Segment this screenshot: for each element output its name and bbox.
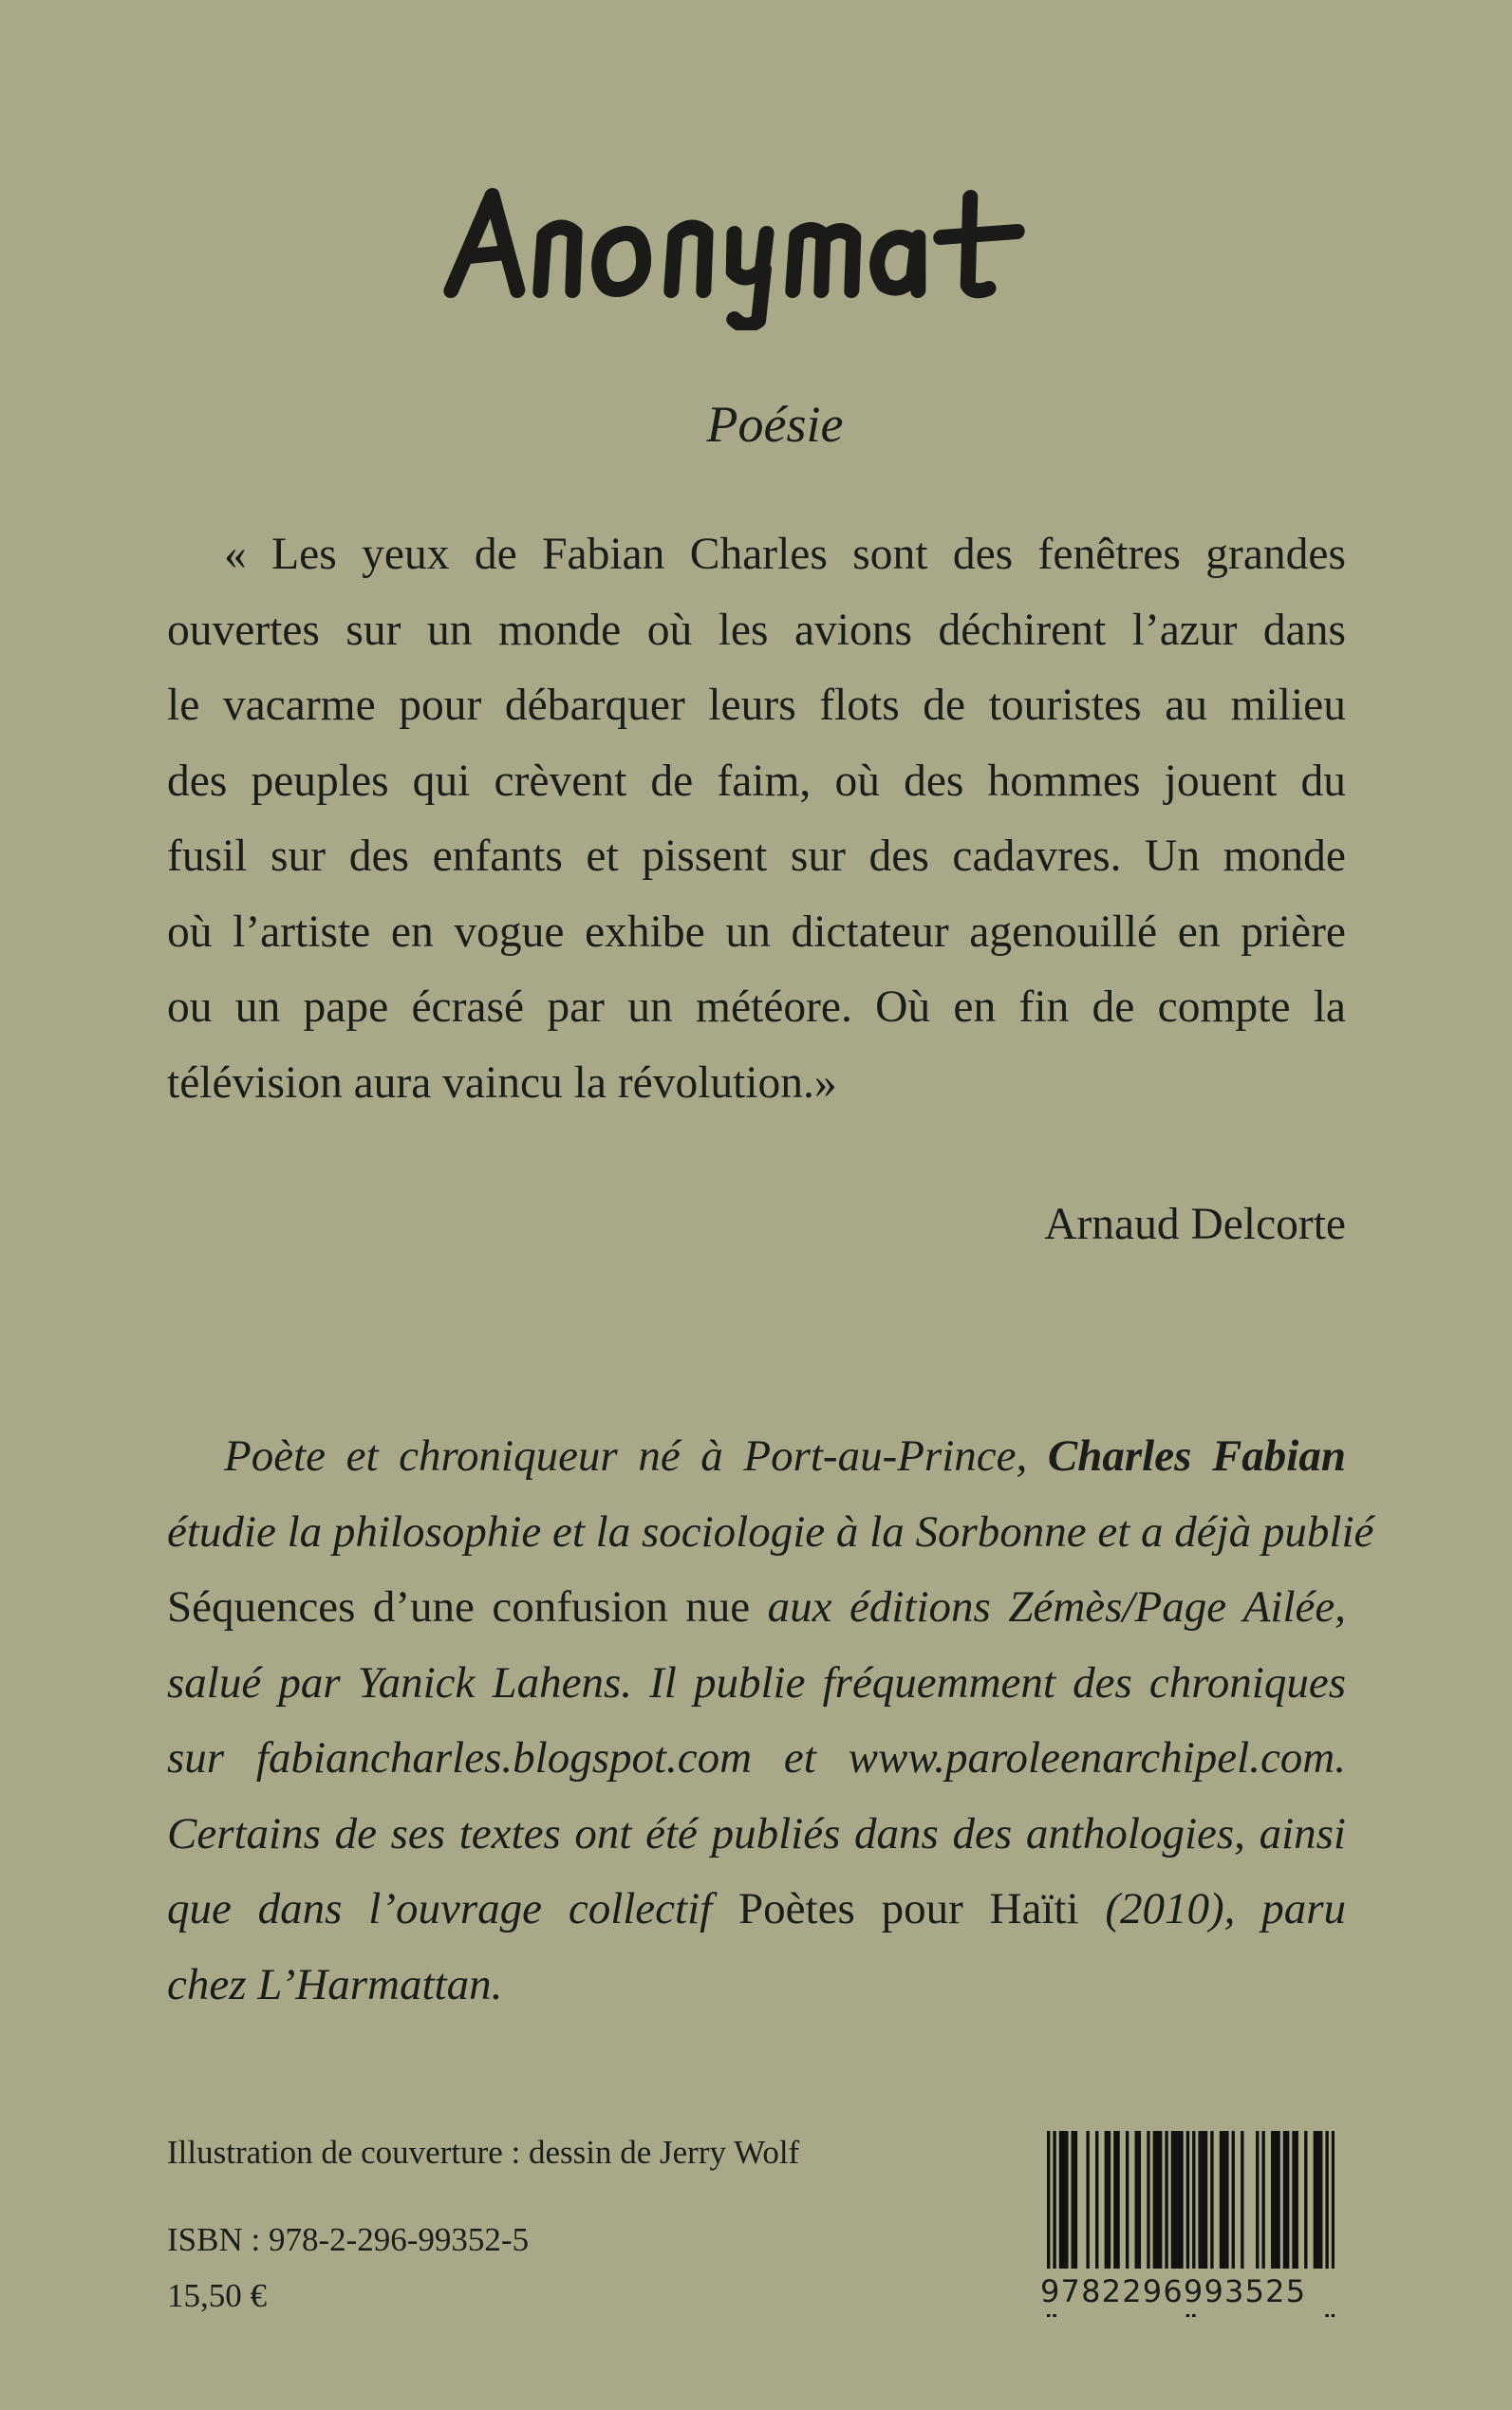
quote-line: où l’artiste en vogue exhibe un dictateur agenouillé en prière xyxy=(167,906,1346,957)
barcode-bar xyxy=(1074,2131,1077,2273)
barcode-bar xyxy=(1304,2131,1307,2273)
bio-text: (2010), paru xyxy=(1105,1884,1347,1934)
handwritten-title-logo xyxy=(440,178,1077,330)
barcode-bar xyxy=(1065,2131,1068,2273)
bio-text: Poète et chroniqueur né à Port-au-Prince, xyxy=(224,1431,1028,1481)
barcode-bar xyxy=(1059,2131,1062,2273)
quote-line: « Les yeux de Fabian Charles sont des fenêtres grandes xyxy=(224,530,1346,579)
book-reference: Poètes pour Haïti xyxy=(738,1884,1079,1934)
bio-line: salué par Yanick Lahens. Il publie fréquemment des chroniques xyxy=(167,1657,1346,1708)
quote-line: fusil sur des enfants et pissent sur des cadavres. Un monde xyxy=(167,831,1346,881)
isbn: ISBN : 978-2-296-99352-5 xyxy=(167,2221,530,2258)
barcode-bar xyxy=(1283,2131,1286,2273)
bio-line xyxy=(167,1419,1346,1495)
barcode-bar xyxy=(1153,2131,1156,2273)
barcode-bar xyxy=(1108,2131,1111,2273)
quote-author: Arnaud Delcorte xyxy=(1044,1200,1346,1249)
quote-line: ou un pape écrasé par un météore. Où en fin de compte la xyxy=(167,982,1346,1032)
barcode-bar xyxy=(1261,2131,1264,2273)
barcode-bar xyxy=(1165,2131,1167,2273)
bio-line xyxy=(167,1570,1346,1646)
bio-line: Certains de ses textes ont été publiés dans des anthologies, ainsi xyxy=(167,1808,1346,1859)
genre-subtitle: Poésie xyxy=(706,396,844,453)
bio-line: étudie la philosophie et la sociologie à la Sorbonne et a déjà publié xyxy=(167,1506,1374,1557)
illustration-credit: Illustration de couverture : dessin de Jerry Wolf xyxy=(167,2134,800,2171)
bio-line: sur fabiancharles.blogspot.com et www.paroleenarchipel.com. xyxy=(167,1733,1346,1783)
barcode-bar xyxy=(1198,2131,1201,2273)
quote-line: télévision aura vaincu la révolution.» xyxy=(167,1057,837,1108)
barcode-bar xyxy=(1277,2131,1279,2273)
barcode-bar xyxy=(1072,2131,1074,2273)
barcode-bar xyxy=(1138,2131,1141,2273)
barcode-bar xyxy=(1256,2131,1259,2273)
bio-text: aux éditions Zémès/Page Ailée, xyxy=(767,1582,1347,1632)
barcode-bar xyxy=(1180,2131,1183,2273)
barcode-bar xyxy=(1225,2131,1228,2273)
author-biography xyxy=(167,1419,1374,2023)
barcode-bar xyxy=(1274,2131,1277,2273)
barcode-bar xyxy=(1316,2131,1319,2273)
bio-line: chez L’Harmattan. xyxy=(167,1959,503,2009)
quote-line: ouvertes sur un monde où les avions déchirent l’azur dans xyxy=(167,605,1346,655)
barcode-bar xyxy=(1159,2131,1162,2273)
barcode-bar xyxy=(1271,2131,1274,2273)
barcode-bar xyxy=(1177,2131,1180,2273)
quote-line: le vacarme pour débarquer leurs flots de touristes au milieu xyxy=(167,681,1346,730)
barcode-bar xyxy=(1062,2131,1065,2273)
quote-line: des peuples qui crèvent de faim, où des hommes jouent du xyxy=(167,756,1346,806)
barcode-bar xyxy=(1126,2131,1129,2273)
barcode-bar xyxy=(1147,2131,1149,2273)
book-title xyxy=(440,178,1077,330)
bio-text: que dans l’ouvrage collectif xyxy=(167,1884,713,1934)
barcode-bar xyxy=(1241,2131,1243,2273)
bio-line xyxy=(167,1872,1346,1948)
price: 15,50 € xyxy=(167,2277,267,2314)
barcode-bar xyxy=(1171,2131,1174,2273)
barcode-bar xyxy=(1134,2131,1137,2273)
barcode-bar xyxy=(1232,2131,1235,2273)
barcode-bar xyxy=(1223,2131,1225,2273)
barcode-bar xyxy=(1113,2131,1116,2273)
barcode-bar xyxy=(1319,2131,1322,2273)
barcode-bar xyxy=(1220,2131,1223,2273)
barcode-bar xyxy=(1202,2131,1204,2273)
barcode-bar xyxy=(1174,2131,1177,2273)
barcode-bar xyxy=(1086,2131,1089,2273)
blurb-quote xyxy=(167,517,1346,1121)
barcode-digits: 9782296993525 xyxy=(1040,2269,1344,2314)
barcode-bar xyxy=(1204,2131,1207,2273)
barcode-bar xyxy=(1286,2131,1289,2273)
barcode-bar xyxy=(1296,2131,1298,2273)
book-reference: Séquences d’une confusion nue xyxy=(167,1582,751,1632)
barcode-bar xyxy=(1292,2131,1295,2273)
barcode-bar xyxy=(1210,2131,1213,2273)
author-name: Charles Fabian xyxy=(1047,1431,1347,1481)
barcode-bar xyxy=(1314,2131,1316,2273)
barcode-bar xyxy=(1156,2131,1159,2273)
barcode-bar xyxy=(1105,2131,1108,2273)
barcode-bar xyxy=(1095,2131,1098,2273)
barcode-bar xyxy=(1116,2131,1119,2273)
